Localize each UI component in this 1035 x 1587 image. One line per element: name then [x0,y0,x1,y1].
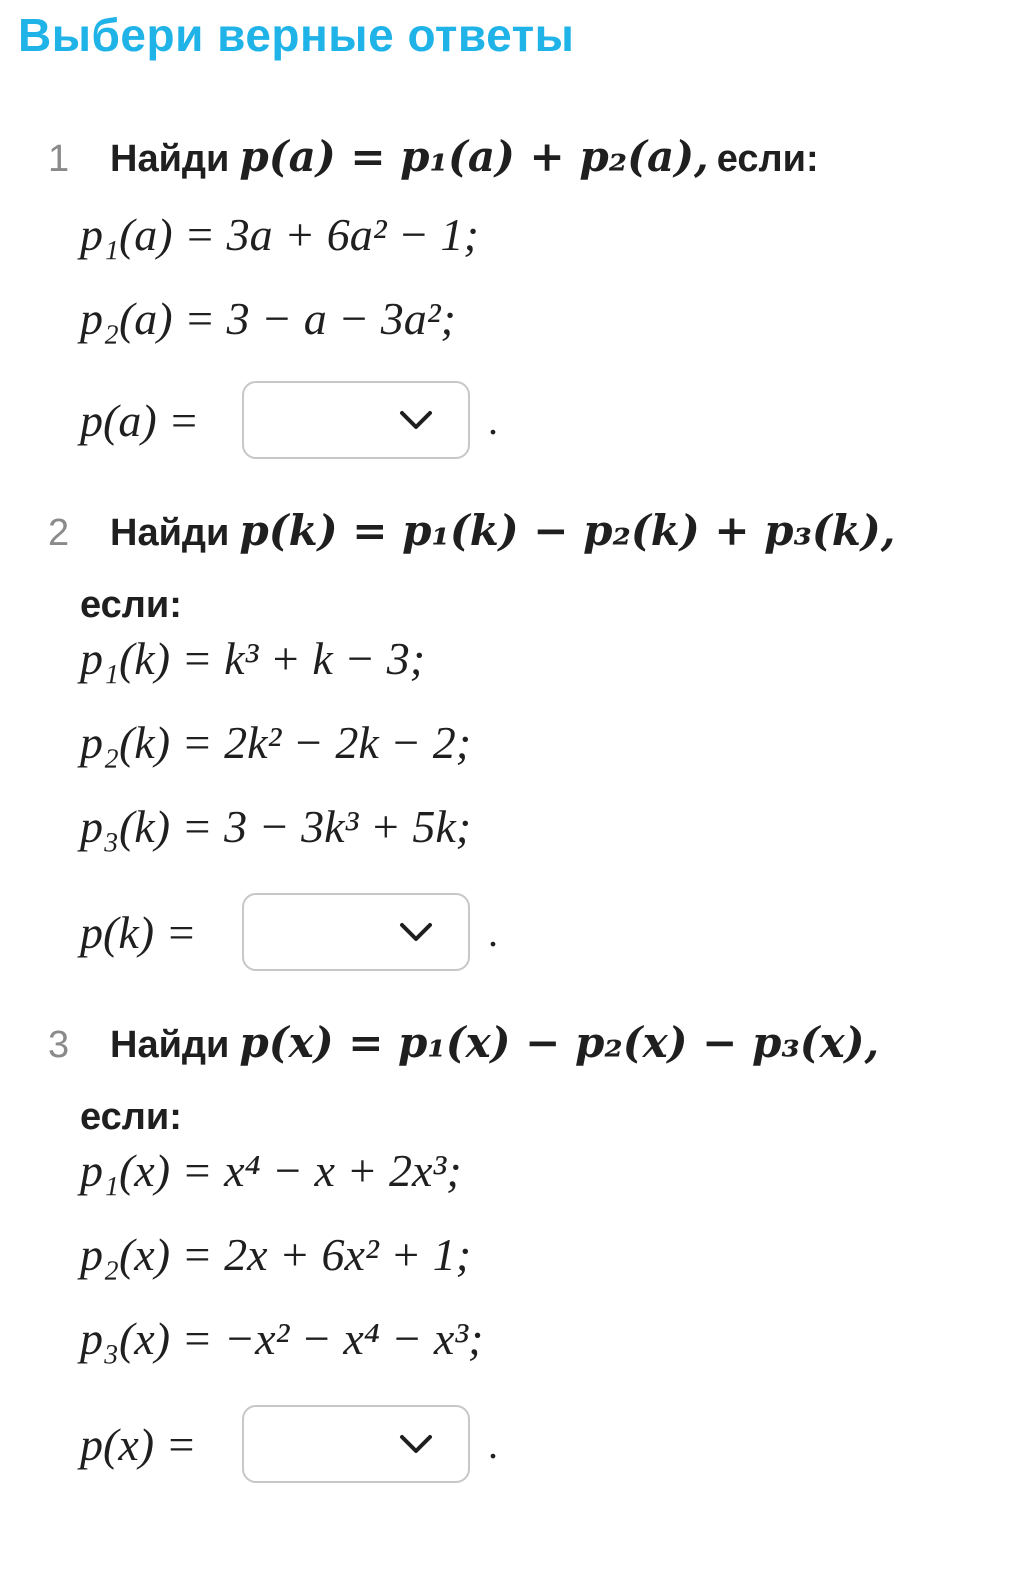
if-word: если: [80,584,182,626]
given-formula: p₂(a) = 3 − a − 3a²; [80,293,456,344]
if-word: если: [716,138,819,180]
task-number: 2 [48,512,70,554]
find-word: Найди [110,138,230,180]
answer-select[interactable] [242,893,470,971]
given-formula: p₂(k) = 2k² − 2k − 2; [80,717,472,768]
find-word: Найди [110,1024,230,1066]
find-word: Найди [110,512,230,554]
given-formula: p₁(x) = x⁴ − x + 2x³; [80,1145,462,1196]
answer-label: p(a) = [80,394,200,446]
answer-select[interactable] [242,1405,470,1483]
page-title: Выбери верные ответы [18,9,575,61]
given-formula: p₁(a) = 3a + 6a² − 1; [80,209,479,260]
end-mark: . [488,1421,498,1467]
chevron-down-icon [398,1431,434,1457]
end-mark: . [488,397,498,443]
task-1-header [48,132,819,181]
task-number: 3 [48,1024,70,1066]
task-expression: p(a) = p₁(a) + p₂(a), [239,132,709,181]
task-expression: p(k) = p₁(k) − p₂(k) + p₃(k), [239,506,896,555]
end-mark: . [488,909,498,955]
given-formula: p₃(k) = 3 − 3k³ + 5k; [80,801,472,852]
if-word: если: [80,1096,182,1138]
task-3-answer-row [80,1402,498,1486]
answer-label: p(x) = [80,1418,197,1470]
task-1-answer-row [80,378,498,462]
task-3-header [48,1018,879,1067]
chevron-down-icon [398,407,434,433]
given-formula: p₂(x) = 2x + 6x² + 1; [80,1229,472,1280]
chevron-down-icon [398,919,434,945]
task-2-answer-row [80,890,498,974]
given-formula: p₁(k) = k³ + k − 3; [80,633,426,684]
answer-label: p(k) = [80,906,197,958]
task-number: 1 [48,138,70,180]
task-expression: p(x) = p₁(x) − p₂(x) − p₃(x), [239,1018,880,1067]
answer-select[interactable] [242,381,470,459]
task-2-header [48,506,895,555]
given-formula: p₃(x) = −x² − x⁴ − x³; [80,1313,484,1364]
